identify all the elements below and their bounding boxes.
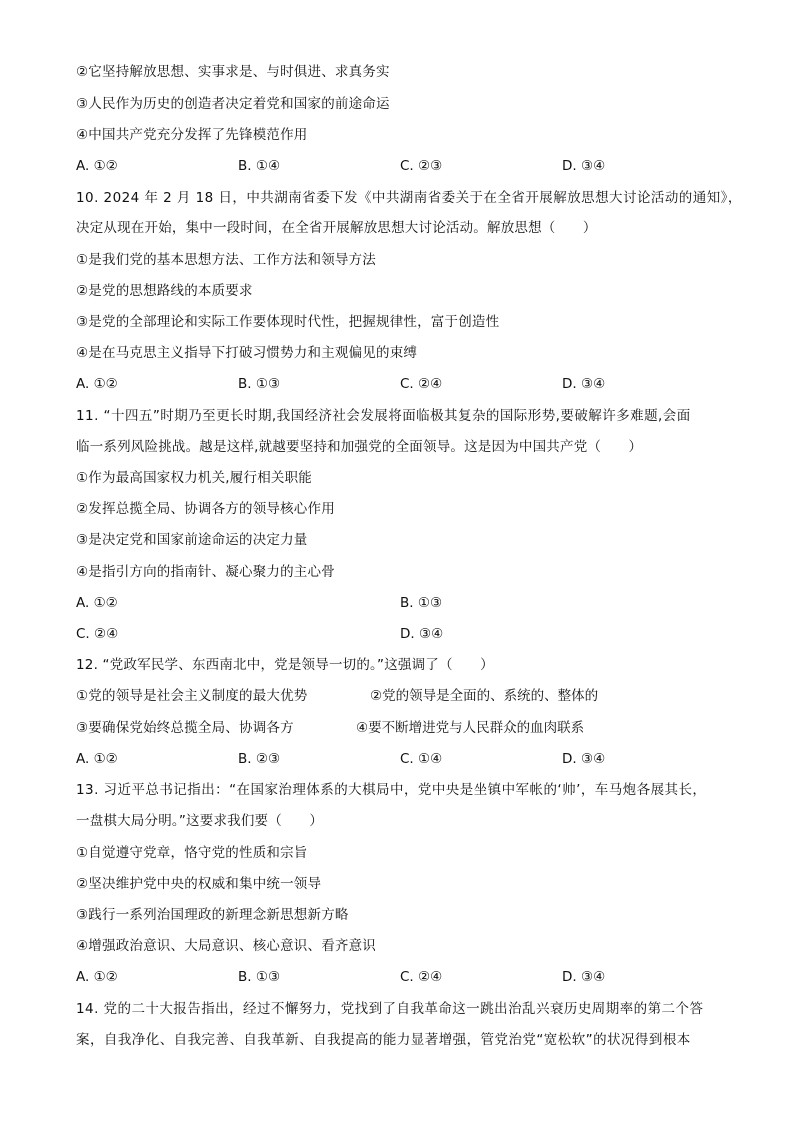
q12-option-a: A. ①② (76, 751, 118, 767)
q13-option-a: A. ①② (76, 969, 118, 985)
q11-option-d: D. ③④ (400, 626, 444, 642)
q13-statement-4: ④增强政治意识、大局意识、核心意识、看齐意识 (76, 938, 377, 954)
q10-statement-2: ②是党的思想路线的本质要求 (76, 283, 253, 299)
q11-option-c: C. ②④ (76, 626, 119, 642)
q10-statement-4: ④是在马克思主义指导下打破习惯势力和主观偏见的束缚 (76, 345, 418, 361)
q11-stem-line-2: 临一系列风险挑战。越是这样,就越要坚持和加强党的全面领导。这是因为中国共产党（ ） (76, 439, 643, 455)
q9-statement-4: ④中国共产党充分发挥了先锋模范作用 (76, 127, 308, 143)
q12-option-c: C. ①④ (400, 751, 443, 767)
q13-option-b: B. ①③ (238, 969, 281, 985)
q11-option-b: B. ①③ (400, 595, 443, 611)
q10-option-c: C. ②④ (400, 376, 443, 392)
q10-stem-line-2: 决定从现在开始，集中一段时间，在全省开展解放思想大讨论活动。解放思想（ ） (76, 220, 597, 236)
q13-statement-1: ①自觉遵守党章，恪守党的性质和宗旨 (76, 845, 308, 861)
q13-statement-2: ②坚决维护党中央的权威和集中统一领导 (76, 876, 322, 892)
q12-statement-1: ①党的领导是社会主义制度的最大优势 (76, 688, 308, 704)
q9-option-a: A. ①② (76, 158, 118, 174)
q13-option-d: D. ③④ (562, 969, 606, 985)
q12-option-b: B. ②③ (238, 751, 281, 767)
q13-stem-line-2: 一盘棋大局分明。”这要求我们要（ ） (76, 813, 324, 829)
q13-statement-3: ③践行一系列治国理政的新理念新思想新方略 (76, 907, 349, 923)
q12-statement-4: ④要不断增进党与人民群众的血肉联系 (356, 720, 585, 736)
q12-option-d: D. ③④ (562, 751, 606, 767)
q14-stem-line-1: 14. 党的二十大报告指出，经过不懈努力，党找到了自我革命这一跳出治乱兴衰历史周期率的第二个答 (76, 1001, 704, 1017)
q12-stem: 12. “党政军民学、东西南北中，党是领导一切的。”这强调了（ ） (76, 657, 494, 673)
q11-option-a: A. ①② (76, 595, 118, 611)
q14-stem-line-2: 案，自我净化、自我完善、自我革新、自我提高的能力显著增强，管党治党“宽松软”的状况得到根本 (76, 1032, 691, 1048)
q10-option-b: B. ①③ (238, 376, 281, 392)
q9-statement-3: ③人民作为历史的创造者决定着党和国家的前途命运 (76, 96, 390, 112)
q10-option-a: A. ①② (76, 376, 118, 392)
q9-option-b: B. ①④ (238, 158, 281, 174)
q11-statement-2: ②发挥总揽全局、协调各方的领导核心作用 (76, 501, 335, 517)
q13-option-c: C. ②④ (400, 969, 443, 985)
q12-statement-3: ③要确保党始终总揽全局、协调各方 (76, 720, 294, 736)
q11-statement-1: ①作为最高国家权力机关,履行相关职能 (76, 470, 312, 486)
q9-option-d: D. ③④ (562, 158, 606, 174)
q11-statement-4: ④是指引方向的指南针、凝心聚力的主心骨 (76, 564, 335, 580)
q12-statement-2: ②党的领导是全面的、系统的、整体的 (370, 688, 599, 704)
q10-statement-3: ③是党的全部理论和实际工作要体现时代性，把握规律性，富于创造性 (76, 314, 500, 330)
q10-option-d: D. ③④ (562, 376, 606, 392)
q9-statement-2: ②它坚持解放思想、实事求是、与时俱进、求真务实 (76, 64, 390, 80)
q11-statement-3: ③是决定党和国家前途命运的决定力量 (76, 532, 308, 548)
q10-statement-1: ①是我们党的基本思想方法、工作方法和领导方法 (76, 252, 377, 268)
q13-stem-line-1: 13. 习近平总书记指出：“在国家治理体系的大棋局中，党中央是坐镇中军帐的‘帅’，车马炮各展其长， (76, 782, 707, 798)
q11-stem-line-1: 11. “十四五”时期乃至更长时期,我国经济社会发展将面临极其复杂的国际形势,要破解许多难题,会面 (76, 408, 691, 424)
q10-stem-line-1: 10. 2024 年 2 月 18 日，中共湖南省委下发《中共湖南省委关于在全省开展解放思想大讨论活动的通知》， (76, 190, 742, 206)
q9-option-c: C. ②③ (400, 158, 443, 174)
